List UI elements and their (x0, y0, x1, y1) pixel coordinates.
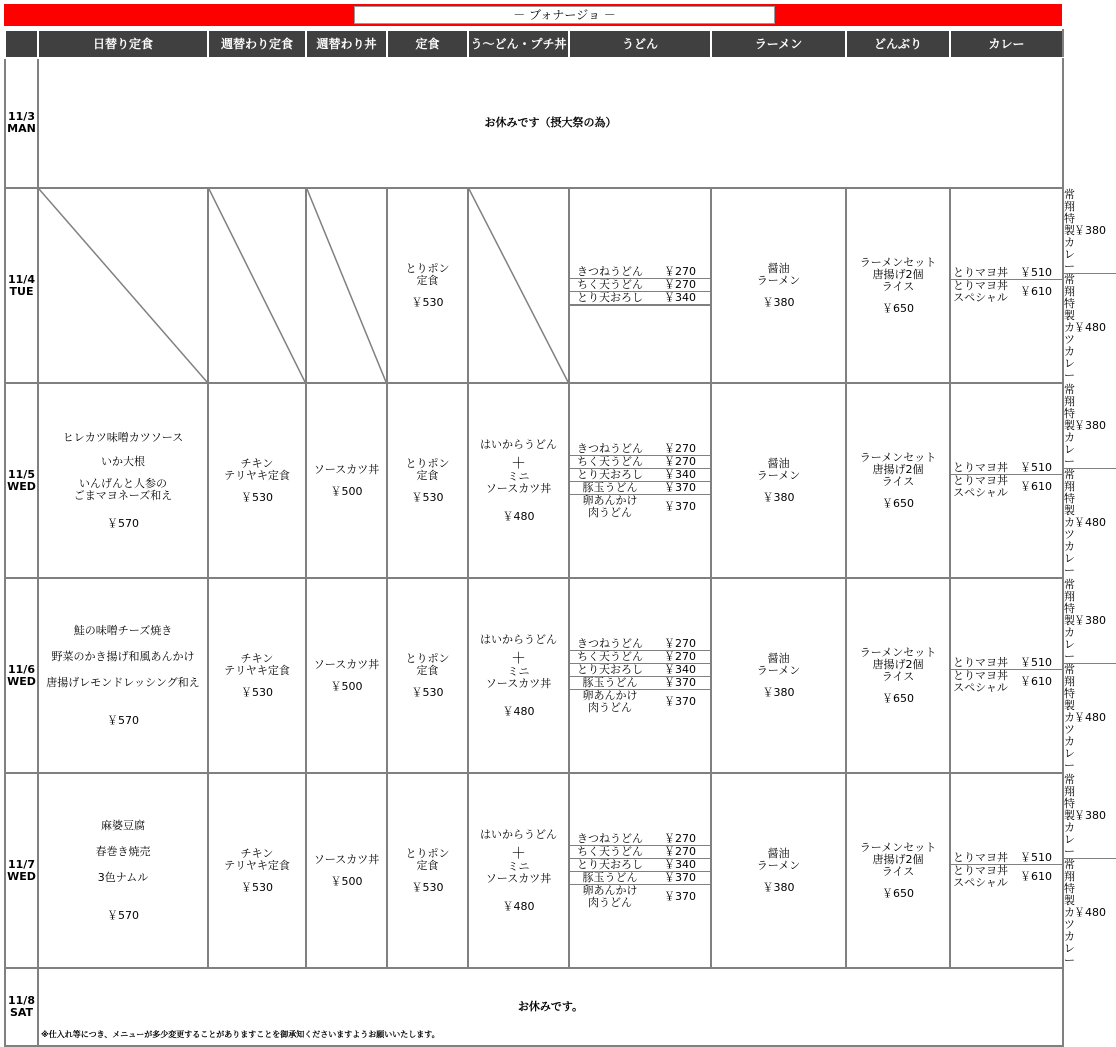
list-item: 豚玉うどん ￥370 (570, 481, 710, 494)
curry-list (1064, 384, 1116, 577)
daily-item: 野菜のかき揚げ和風あんかけ (51, 649, 195, 663)
donburi-list (951, 462, 1062, 499)
teishoku-cell: とりポン 定食 ￥530 (387, 773, 468, 968)
date-cell (5, 58, 38, 188)
list-item: 常翔特製 カレー ￥380 (1064, 384, 1116, 469)
holiday-text: お休みです。 (517, 1000, 584, 1013)
header-donburi: どんぶり (846, 30, 950, 58)
list-item: きつねうどん ￥270 (570, 443, 710, 456)
ramen-set-cell: ラーメンセット 唐揚げ2個 ライス ￥650 (846, 188, 950, 383)
daily-cell (38, 773, 208, 968)
weekly-don-cell: ソースカツ丼 ￥500 (306, 383, 387, 578)
date-cell: 11/6 WED (5, 578, 38, 773)
donburi-list (951, 852, 1062, 889)
header-curry: カレー (950, 30, 1063, 58)
title-bar (4, 4, 1062, 26)
date: 11/4 (8, 272, 35, 286)
list-item: 豚玉うどん ￥370 (570, 676, 710, 689)
menu-table (4, 29, 1106, 1047)
empty-cell (38, 188, 208, 383)
list-item: とりマヨ丼 ￥510 (951, 267, 1062, 280)
udon-list (570, 833, 710, 909)
ramen-cell: 醤油 ラーメン ￥380 (711, 188, 846, 383)
list-item: 常翔特製 カレー ￥380 (1064, 774, 1116, 859)
donburi-cell (950, 188, 1063, 383)
list-item: とりマヨ丼 ￥510 (951, 852, 1062, 865)
curry-list (1064, 579, 1116, 772)
daily-item: 3色ナムル (97, 870, 149, 884)
teishoku-cell: とりポン 定食 ￥530 (387, 578, 468, 773)
udon-cell (569, 773, 711, 968)
udon-cell (569, 383, 711, 578)
petit-cell: はいからうどん ＋ ミニ ソースカツ丼 ￥480 (468, 578, 569, 773)
date-cell: 11/5 WED (5, 383, 38, 578)
petit-cell: はいからうどん ＋ ミニ ソースカツ丼 ￥480 (468, 773, 569, 968)
list-item: とりマヨ丼 スペシャル ￥610 (953, 279, 1052, 304)
daily-item: いか大根 (101, 454, 145, 468)
daily-item: 唐揚げレモンドレッシング和え (46, 675, 200, 689)
page-title: － ブォナージョ － (354, 6, 775, 24)
list-item: とり天おろし ￥340 (570, 858, 710, 871)
ramen-cell: 醤油 ラーメン ￥380 (711, 773, 846, 968)
udon-list (570, 443, 710, 519)
empty-cell (468, 188, 569, 383)
list-item: ちく天うどん ￥270 (570, 650, 710, 663)
list-item: 卵あんかけ 肉うどん ￥370 (582, 688, 696, 714)
row-wed6 (5, 578, 1063, 773)
donburi-list (951, 267, 1062, 304)
list-item: とり天おろし ￥340 (570, 468, 710, 481)
udon-list (570, 638, 710, 714)
header-daily: 日替り定食 (38, 30, 208, 58)
list-item: とり天おろし ￥340 (570, 291, 710, 304)
header-row (5, 30, 1063, 58)
daily-cell (38, 383, 208, 578)
ramen-set-cell: ラーメンセット 唐揚げ2個 ライス ￥650 (846, 383, 950, 578)
list-item: とりマヨ丼 スペシャル ￥610 (953, 669, 1052, 694)
teishoku-name: とりポン 定食 (405, 261, 450, 287)
daily-item: ごまマヨネーズ和え (73, 488, 173, 502)
daily-price: ￥570 (107, 516, 139, 530)
donburi-cell (950, 578, 1063, 773)
row-tue (5, 188, 1063, 383)
list-item: 常翔特製 カツカレー ￥480 (1064, 858, 1106, 967)
empty-cell (306, 188, 387, 383)
header-petit: う〜どん・プチ丼 (468, 30, 569, 58)
header-weekly-set: 週替わり定食 (208, 30, 306, 58)
holiday-message (38, 968, 1063, 1046)
curry-list (1064, 774, 1116, 967)
teishoku-cell (387, 188, 468, 383)
ramen-cell: 醤油 ラーメン ￥380 (711, 578, 846, 773)
header-udon: うどん (569, 30, 711, 58)
list-item: 常翔特製 カツカレー ￥480 (1064, 663, 1106, 772)
date-cell: 11/7 WED (5, 773, 38, 968)
header-teishoku: 定食 (387, 30, 468, 58)
daily-cell (38, 578, 208, 773)
ramen-cell: 醤油 ラーメン ￥380 (711, 383, 846, 578)
header-weekly-don: 週替わり丼 (306, 30, 387, 58)
ramen-set-cell: ラーメンセット 唐揚げ2個 ライス ￥650 (846, 773, 950, 968)
header-ramen: ラーメン (711, 30, 846, 58)
teishoku-price: ￥530 (411, 295, 444, 309)
list-item: 卵あんかけ 肉うどん ￥370 (582, 883, 696, 909)
holiday-text: お休みです（摂大祭の為） (484, 116, 617, 129)
weekly-set-cell: チキン テリヤキ定食 ￥530 (208, 773, 306, 968)
row-wed5 (5, 383, 1063, 578)
empty-cell (208, 188, 306, 383)
ramen-set-cell: ラーメンセット 唐揚げ2個 ライス ￥650 (846, 578, 950, 773)
list-item: ちく天うどん ￥270 (570, 455, 710, 468)
curry-list (1064, 189, 1116, 382)
weekly-set-cell: チキン テリヤキ定食 ￥530 (208, 383, 306, 578)
donburi-cell (950, 383, 1063, 578)
ramen-set-price: ￥650 (882, 301, 914, 315)
udon-list (570, 266, 710, 306)
ramen-price: ￥380 (762, 295, 795, 309)
header-corner (5, 30, 38, 58)
daily-item: 鮭の味噌チーズ焼き (73, 623, 173, 637)
udon-cell (569, 188, 711, 383)
list-item (570, 305, 710, 306)
daily-item: ヒレカツ味噌カツソース (62, 430, 184, 444)
donburi-list (951, 657, 1062, 694)
row-wed7 (5, 773, 1063, 968)
list-item: とりマヨ丼 ￥510 (951, 462, 1062, 475)
list-item: 卵あんかけ 肉うどん ￥370 (582, 493, 696, 519)
donburi-cell (950, 773, 1063, 968)
list-item: 常翔特製 カツカレー ￥480 (1064, 273, 1106, 382)
weekly-don-cell: ソースカツ丼 ￥500 (306, 578, 387, 773)
footnote: ※仕入れ等につき、メニューが多少変更することがありますことを御承知くださいますようお願いいたします。 (41, 1030, 440, 1039)
list-item: きつねうどん ￥270 (570, 266, 710, 279)
list-item: ちく天うどん ￥270 (570, 845, 710, 858)
weekly-don-cell: ソースカツ丼 ￥500 (306, 773, 387, 968)
list-item: 豚玉うどん ￥370 (570, 871, 710, 884)
udon-cell (569, 578, 711, 773)
list-item: とりマヨ丼 スペシャル ￥610 (953, 474, 1052, 499)
daily-item: 春巻き焼売 (95, 844, 151, 858)
teishoku-cell: とりポン 定食 ￥530 (387, 383, 468, 578)
row-mon (5, 58, 1063, 188)
weekday: MAN (7, 122, 36, 135)
list-item: 常翔特製 カツカレー ￥480 (1064, 468, 1106, 577)
list-item: とりマヨ丼 スペシャル ￥610 (953, 864, 1052, 889)
row-sat (5, 968, 1063, 1046)
daily-item: 麻婆豆腐 (101, 818, 145, 832)
list-item: きつねうどん ￥270 (570, 638, 710, 651)
weekday: TUE (9, 284, 34, 298)
daily-price: ￥570 (107, 908, 139, 922)
list-item: とりマヨ丼 ￥510 (951, 657, 1062, 670)
petit-cell: はいからうどん ＋ ミニ ソースカツ丼 ￥480 (468, 383, 569, 578)
holiday-message (38, 58, 1063, 188)
daily-price: ￥570 (107, 713, 139, 727)
weekly-set-cell: チキン テリヤキ定食 ￥530 (208, 578, 306, 773)
list-item: きつねうどん ￥270 (570, 833, 710, 846)
daily-item: いんげんと人参の (79, 476, 167, 490)
date-cell (5, 188, 38, 383)
list-item: とり天おろし ￥340 (570, 663, 710, 676)
date: 11/3 (8, 110, 35, 123)
list-item: ちく天うどん ￥270 (570, 278, 710, 291)
date-cell: 11/8 SAT (5, 968, 38, 1046)
list-item: 常翔特製 カレー ￥380 (1064, 579, 1116, 664)
list-item: 常翔特製 カレー ￥380 (1064, 189, 1116, 274)
